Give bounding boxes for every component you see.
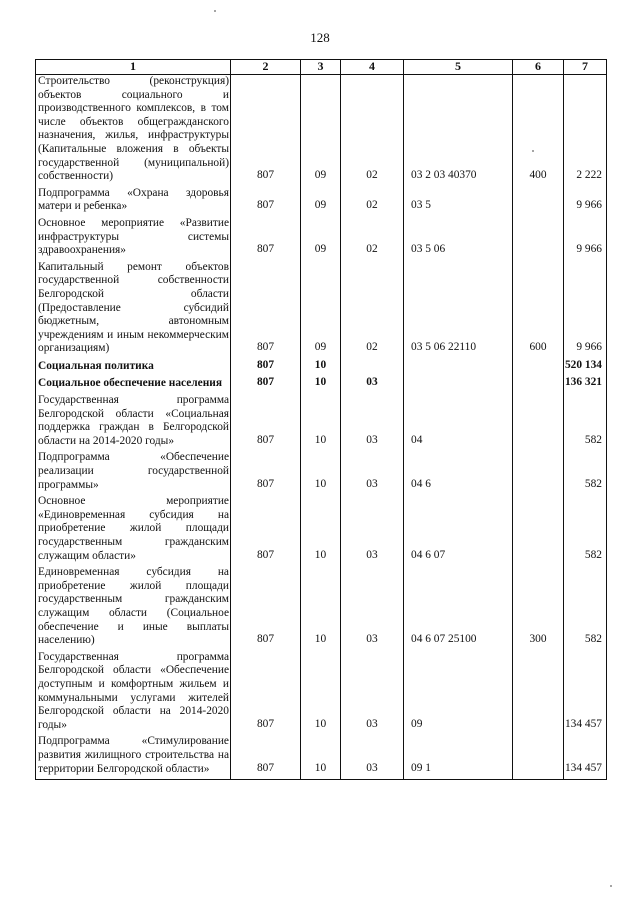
row-section: 09 <box>301 217 341 261</box>
row-target-article: 04 6 07 <box>404 495 513 566</box>
row-section: 09 <box>301 261 341 359</box>
table-row <box>36 451 607 495</box>
row-amount: 134 457 <box>564 735 607 779</box>
row-subsection: 03 <box>341 394 404 451</box>
row-target-article: 04 6 <box>404 451 513 495</box>
header-col-1: 1 <box>36 60 231 75</box>
row-section: 10 <box>301 735 341 779</box>
row-admin-code: 807 <box>231 187 301 217</box>
row-target-article: 03 2 03 40370 <box>404 75 513 187</box>
header-col-6: 6 <box>513 60 564 75</box>
row-target-article: 03 5 06 <box>404 217 513 261</box>
row-name: Государственная программа Белгородской области «Социальная поддержка граждан в Белгородской области на 2014-2020 годы» <box>36 394 231 451</box>
row-target-article <box>404 359 513 377</box>
scan-dot <box>214 10 216 12</box>
row-subsection: 03 <box>341 451 404 495</box>
row-expense-type: 300 <box>513 566 564 651</box>
page-number: 128 <box>310 30 330 45</box>
row-amount: 520 134 <box>564 359 607 377</box>
row-subsection: 02 <box>341 75 404 187</box>
table-row <box>36 735 607 779</box>
row-expense-type <box>513 376 564 394</box>
row-amount: 134 457 <box>564 651 607 736</box>
row-section: 10 <box>301 566 341 651</box>
table-row <box>36 376 607 394</box>
scan-dot <box>532 150 534 152</box>
row-target-article: 03 5 <box>404 187 513 217</box>
table-row <box>36 495 607 566</box>
row-subsection: 02 <box>341 261 404 359</box>
row-target-article: 09 1 <box>404 735 513 779</box>
row-amount: 582 <box>564 566 607 651</box>
row-amount: 2 222 <box>564 75 607 187</box>
header-row <box>36 60 607 75</box>
row-target-article: 03 5 06 22110 <box>404 261 513 359</box>
row-admin-code: 807 <box>231 217 301 261</box>
row-name: Государственная программа Белгородской области «Обеспечение доступным и комфортным жильем и коммунальными услугами жителей Белгородской области на 2014-2020 годы» <box>36 651 231 736</box>
row-expense-type <box>513 217 564 261</box>
row-name: Социальное обеспечение населения <box>36 376 231 394</box>
row-target-article <box>404 376 513 394</box>
row-admin-code: 807 <box>231 261 301 359</box>
row-admin-code: 807 <box>231 394 301 451</box>
row-section: 09 <box>301 187 341 217</box>
budget-table <box>35 59 607 780</box>
row-subsection: 03 <box>341 495 404 566</box>
row-expense-type: 600 <box>513 261 564 359</box>
row-admin-code: 807 <box>231 735 301 779</box>
row-section: 10 <box>301 376 341 394</box>
row-section: 10 <box>301 495 341 566</box>
row-subsection: 02 <box>341 187 404 217</box>
table-row <box>36 261 607 359</box>
row-admin-code: 807 <box>231 359 301 377</box>
table-row <box>36 359 607 377</box>
header-col-2: 2 <box>231 60 301 75</box>
row-amount: 136 321 <box>564 376 607 394</box>
header-col-7: 7 <box>564 60 607 75</box>
row-expense-type <box>513 187 564 217</box>
table-row <box>36 187 607 217</box>
table-row <box>36 75 607 187</box>
row-target-article: 04 6 07 25100 <box>404 566 513 651</box>
row-section: 09 <box>301 75 341 187</box>
table-row <box>36 566 607 651</box>
row-name: Строительство (реконструкция) объектов социального и производственного комплексов, в том числе объектов общегражданского назначения, жилья, инфраструктуры (Капитальные вложения в объекты государственной (муниципальной) собственности) <box>36 75 231 187</box>
row-target-article: 04 <box>404 394 513 451</box>
row-name: Социальная политика <box>36 359 231 377</box>
row-admin-code: 807 <box>231 75 301 187</box>
row-section: 10 <box>301 651 341 736</box>
header-col-3: 3 <box>301 60 341 75</box>
row-expense-type <box>513 495 564 566</box>
row-admin-code: 807 <box>231 376 301 394</box>
row-name: Капитальный ремонт объектов государственной собственности Белгородской области (Предоставление субсидий бюджетным, автономным учреждениям и иным некоммерческим организациям) <box>36 261 231 359</box>
row-name: Основное мероприятие «Развитие инфраструктуры системы здравоохранения» <box>36 217 231 261</box>
row-expense-type <box>513 651 564 736</box>
row-name: Подпрограмма «Стимулирование развития жилищного строительства на территории Белгородской области» <box>36 735 231 779</box>
row-expense-type <box>513 451 564 495</box>
row-subsection: 03 <box>341 376 404 394</box>
row-subsection <box>341 359 404 377</box>
row-amount: 582 <box>564 451 607 495</box>
row-amount: 9 966 <box>564 187 607 217</box>
row-expense-type <box>513 359 564 377</box>
row-name: Единовременная субсидия на приобретение жилой площади государственным гражданским служащим области (Социальное обеспечение и иные выплаты населению) <box>36 566 231 651</box>
row-section: 10 <box>301 359 341 377</box>
row-subsection: 03 <box>341 735 404 779</box>
row-admin-code: 807 <box>231 451 301 495</box>
row-section: 10 <box>301 451 341 495</box>
header-col-4: 4 <box>341 60 404 75</box>
row-expense-type <box>513 735 564 779</box>
row-amount: 9 966 <box>564 217 607 261</box>
row-name: Подпрограмма «Охрана здоровья матери и ребенка» <box>36 187 231 217</box>
row-subsection: 03 <box>341 566 404 651</box>
table-row <box>36 217 607 261</box>
row-target-article: 09 <box>404 651 513 736</box>
scan-dot <box>610 885 612 887</box>
row-admin-code: 807 <box>231 566 301 651</box>
row-expense-type: 400 <box>513 75 564 187</box>
header-col-5: 5 <box>404 60 513 75</box>
table-row <box>36 394 607 451</box>
row-amount: 582 <box>564 495 607 566</box>
row-subsection: 03 <box>341 651 404 736</box>
row-amount: 582 <box>564 394 607 451</box>
row-subsection: 02 <box>341 217 404 261</box>
row-admin-code: 807 <box>231 495 301 566</box>
row-name: Основное мероприятие «Единовременная субсидия на приобретение жилой площади государственным гражданским служащим области» <box>36 495 231 566</box>
row-section: 10 <box>301 394 341 451</box>
row-expense-type <box>513 394 564 451</box>
row-amount: 9 966 <box>564 261 607 359</box>
row-name: Подпрограмма «Обеспечение реализации государственной программы» <box>36 451 231 495</box>
table-row <box>36 651 607 736</box>
row-admin-code: 807 <box>231 651 301 736</box>
